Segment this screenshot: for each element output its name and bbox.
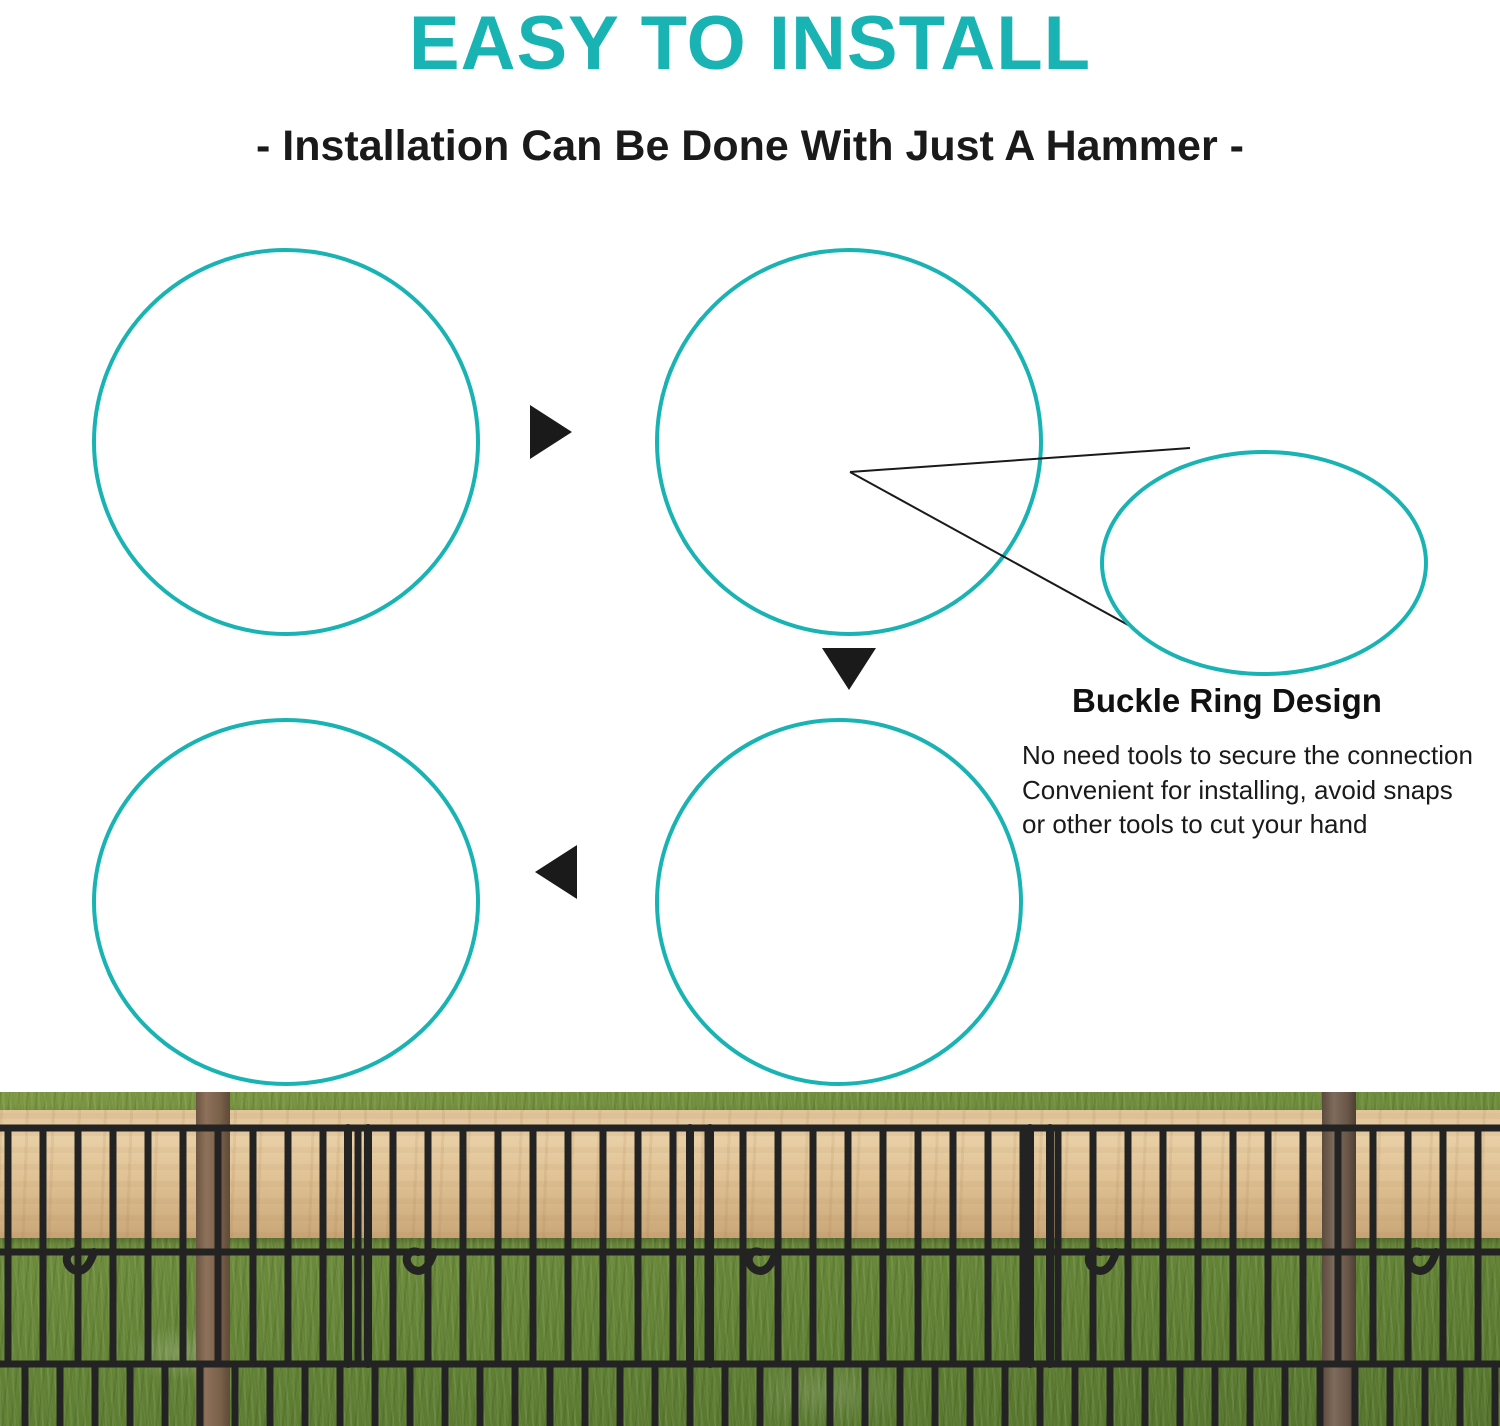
callout-title: Buckle Ring Design: [1072, 682, 1382, 719]
photo-fence-overlay: [0, 1092, 1500, 1426]
callout-body: [1022, 738, 1500, 842]
step-4-circle: [92, 718, 480, 1086]
arrow-step3-to-step4-icon: [535, 845, 577, 899]
page-title: EASY TO INSTALL: [408, 1, 1092, 86]
arrow-step2-to-step3-icon: [822, 648, 876, 690]
installed-fence-photo: [0, 1092, 1500, 1426]
page-subtitle: - Installation Can Be Done With Just A Hammer -: [256, 122, 1244, 170]
callout-line-2: Convenient for installing, avoid snaps: [1022, 774, 1453, 805]
buckle-ring-closeup-circle: [1100, 450, 1428, 676]
callout-line-3: or other tools to cut your hand: [1022, 809, 1368, 840]
callout-line-1: No need tools to secure the connection: [1022, 740, 1473, 770]
step-3-circle: [655, 718, 1023, 1086]
arrow-step1-to-step2-icon: [530, 405, 572, 459]
step-1-circle: [92, 248, 480, 636]
